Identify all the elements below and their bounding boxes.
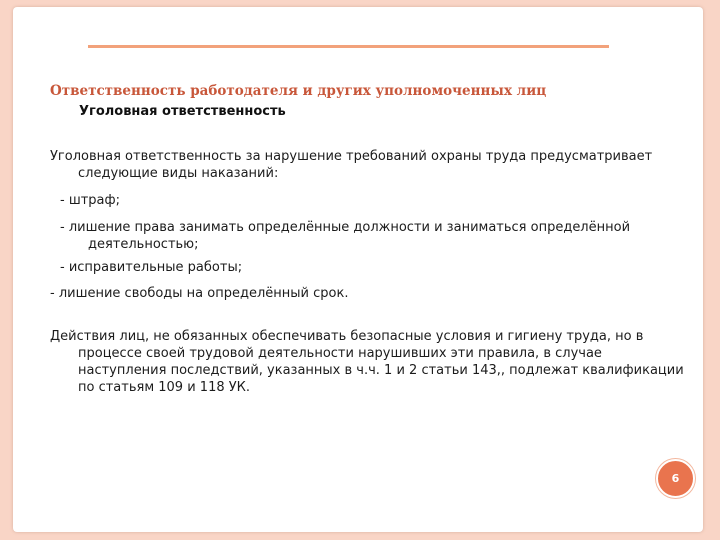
list-item-correctional-labor: - исправительные работы; [60, 260, 243, 275]
list-item-fine: - штраф; [60, 193, 121, 208]
list-item-imprisonment: - лишение свободы на определённый срок. [50, 286, 349, 301]
page-number-badge: 6 [656, 459, 695, 498]
body-paragraph-intro: Уголовная ответственность за нарушение требований охраны труда предусматривает следующие виды наказаний: [50, 149, 653, 181]
slide-subtitle: Уголовная ответственность [79, 104, 286, 119]
slide-body [50, 148, 690, 396]
slide-title: Ответственность работодателя и других уполномоченных лиц [50, 83, 547, 99]
list-item-disqualification: - лишение права занимать определённые должности и заниматься определённой деятельностью; [60, 220, 631, 252]
body-paragraph-qualification: Действия лиц, не обязанных обеспечивать безопасные условия и гигиену труда, но в процессе своей трудовой деятельности нарушивших эти правила, в случае наступления последствий, указанных в ч.ч. 1 и 2 статьи 143,, подлежат квалификации по статьям 109 и 118 УК. [50, 329, 684, 395]
slide-frame [13, 7, 703, 532]
title-divider-line [88, 45, 609, 48]
